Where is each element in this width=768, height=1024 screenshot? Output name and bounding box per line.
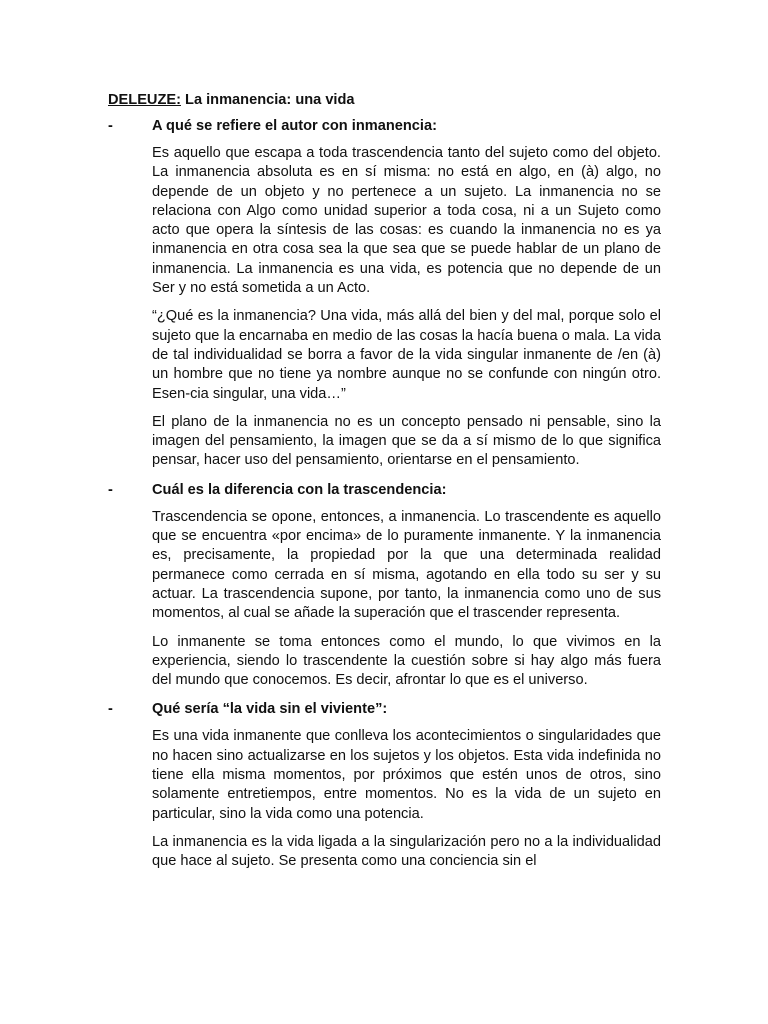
document-page: [108, 90, 661, 881]
title-author: DELEUZE:: [108, 92, 181, 108]
section-heading: [108, 699, 661, 719]
section-heading: [108, 116, 661, 136]
document-title: [108, 90, 661, 110]
section-trascendencia: [108, 480, 661, 691]
paragraph: Lo inmanente se toma entonces como el mundo, lo que vivimos en la experiencia, siendo lo trascendente la cuestión sobre si hay algo más fuera del mundo que conocemos. Es decir, afrontar lo que es el universo.: [152, 633, 661, 689]
section-heading-text: A qué se refiere el autor con inmanencia:: [152, 118, 437, 134]
paragraph: La inmanencia es la vida ligada a la singularización pero no a la individualidad que hace al sujeto. Se presenta como una conciencia sin el: [152, 833, 661, 870]
bullet-dash: -: [108, 118, 113, 134]
bullet-dash: -: [108, 481, 113, 498]
title-text: La inmanencia: una vida: [180, 92, 355, 108]
paragraph: Es una vida inmanente que conlleva los acontecimientos o singularidades que no hacen sino actualizarse en los sujetos y los objetos. Esta vida indefinida no tiene ella misma momentos, por próximos que estén unos de otros, sino solamente entretiempos, entre momentos. No es la vida de un sujeto en particular, sino la vida como una potencia.: [152, 728, 661, 822]
paragraph: Es aquello que escapa a toda trascendencia tanto del sujeto como del objeto. La inmanencia absoluta es en sí misma: no está en algo, en (à) algo, no depende de un objeto y no pertenece a un sujeto. La inmanencia no se relaciona con Algo como unidad superior a toda cosa, ni a un Sujeto como acto que opera la síntesis de las cosas: es cuando la inmanencia no es ya inmanencia en otra cosa sea la que sea que se puede hablar de un plano de inmanencia. La inmanencia es una vida, es potencia que no depende de un Ser y no está sometida a un Acto.: [152, 145, 661, 297]
paragraph: El plano de la inmanencia no es un concepto pensado ni pensable, sino la imagen del pensamiento, la imagen que se da a sí mismo de lo que significa pensar, hacer uso del pensamiento, orientarse en el pensamiento.: [152, 413, 661, 469]
section-heading-text: Cuál es la diferencia con la trascendencia:: [152, 481, 447, 498]
paragraph-quote: “¿Qué es la inmanencia? Una vida, más allá del bien y del mal, porque solo el sujeto que la encarnaba en medio de las cosas la hacía buena o mala. La vida de tal individualidad se borra a favor de la vida singular inmanente de /en (à) un hombre que no tiene ya nombre aunque no se confunde con ningún otro. Esen-cia singular, una vida…”: [152, 308, 661, 402]
section-heading: [108, 480, 661, 500]
section-vida-sin-viviente: [108, 699, 661, 871]
section-inmanencia: [108, 116, 661, 471]
bullet-dash: -: [108, 701, 113, 718]
paragraph: Trascendencia se opone, entonces, a inmanencia. Lo trascendente es aquello que se encuentra «por encima» de lo puramente inmanente. Y la inmanencia es, precisamente, la propiedad por la que una determinada realidad permanece como cerrada en sí misma, agotando en ella todo su ser y su actuar. La trascendencia supone, por tanto, la inmanencia como uno de sus momentos, al cual se añade la superación que el trascender representa.: [152, 508, 661, 622]
section-heading-text: Qué sería “la vida sin el viviente”:: [152, 701, 388, 718]
